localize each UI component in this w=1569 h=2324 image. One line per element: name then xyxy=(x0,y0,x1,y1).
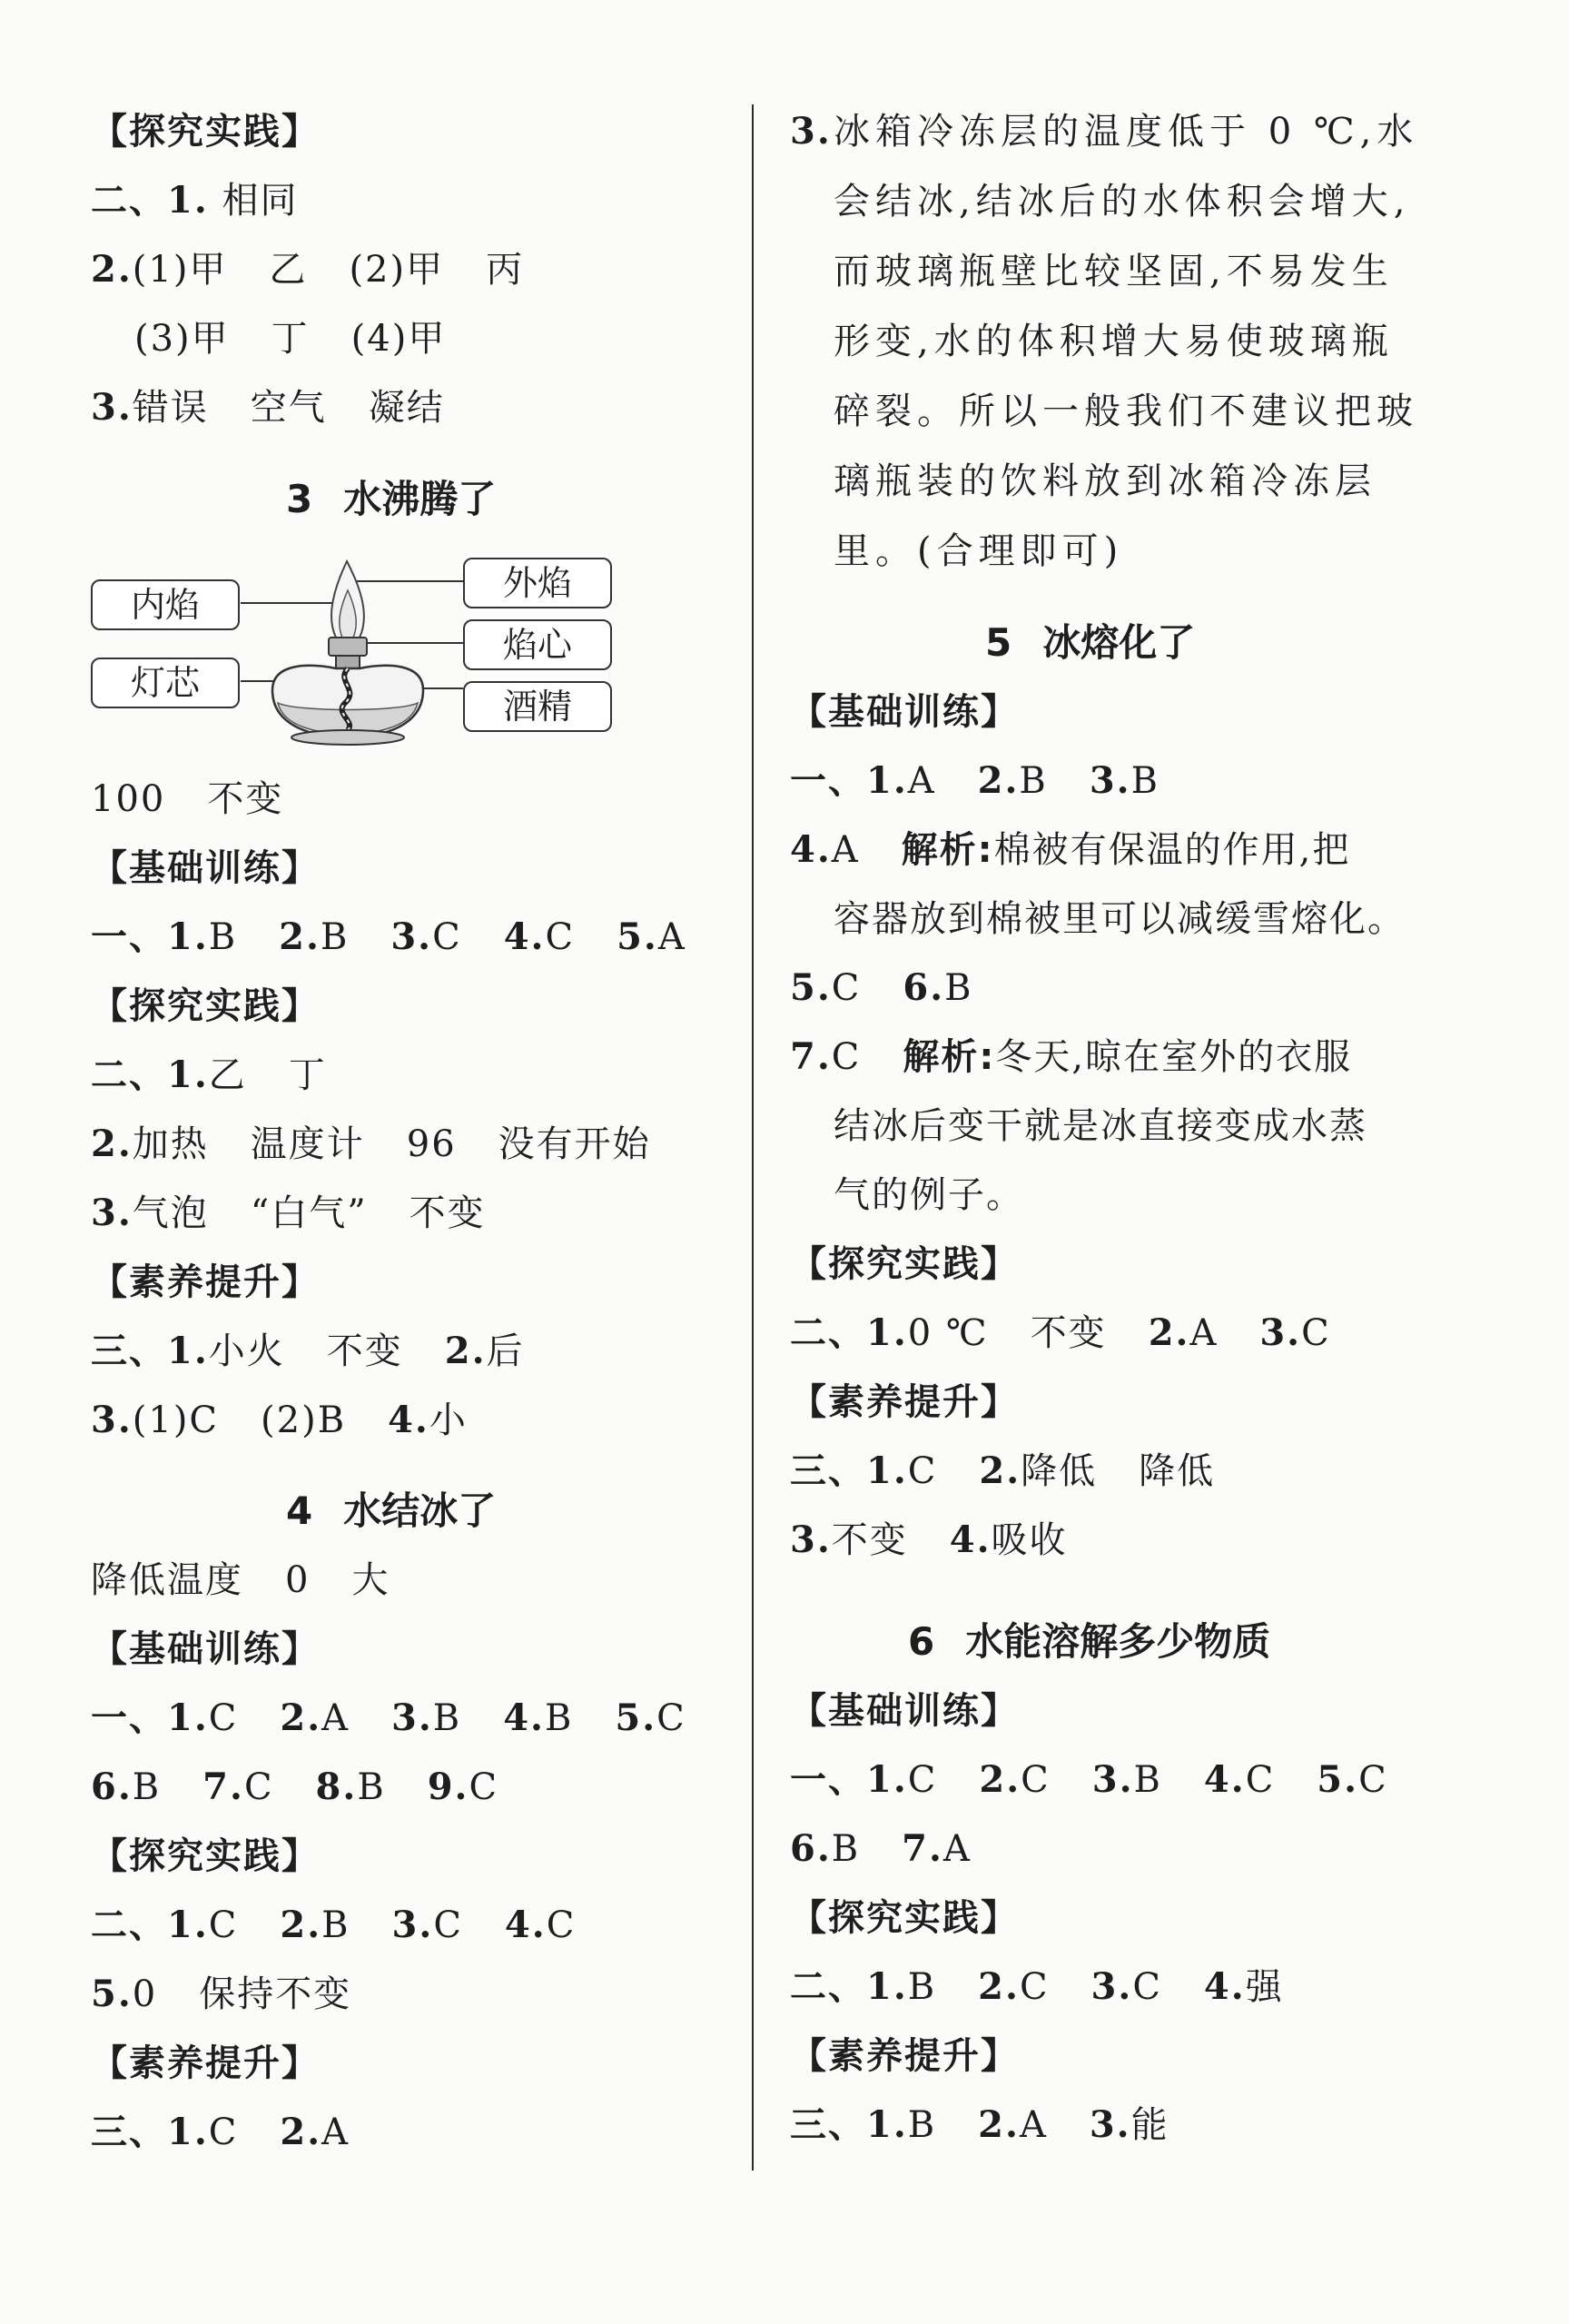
label-inner-flame: 内焰 xyxy=(91,579,240,630)
section-suyang: 【素养提升】 xyxy=(91,1261,320,1303)
section-jichu: 【基础训练】 xyxy=(790,1690,1019,1732)
section-tanjiu: 【探究实践】 xyxy=(91,985,320,1027)
answer-line: 一、1.C 2.C 3.B 4.C 5.C xyxy=(790,1758,1388,1801)
section-tanjiu: 【探究实践】 xyxy=(91,1835,320,1877)
answer-line: 二、1.0 ℃ 不变 2.A 3.C xyxy=(790,1311,1331,1354)
answer-line: 3.错误 空气 凝结 xyxy=(91,386,445,429)
answer-line: 三、1.C 2.降低 降低 xyxy=(790,1449,1216,1492)
alcohol-lamp-diagram xyxy=(91,536,617,754)
answer-line: 100 不变 xyxy=(91,778,284,820)
answer-line: 4.A 解析:棉被有保温的作用,把 xyxy=(790,828,1351,871)
label-outer-flame: 外焰 xyxy=(463,558,612,608)
section-jichu: 【基础训练】 xyxy=(91,1628,320,1670)
answer-line: 5.C 6.B xyxy=(790,966,973,1009)
chapter-heading: 4 水结冰了 xyxy=(286,1488,497,1533)
answer-line: 三、1.B 2.A 3.能 xyxy=(790,2103,1169,2146)
section-jichu: 【基础训练】 xyxy=(790,691,1019,733)
answer-paragraph: 冰箱冷冻层的温度低于 0 ℃,水 会结冰,结冰后的水体积会增大, 而玻璃瓶壁比较坚固,不易发生 形变,水的体积增大易使玻璃瓶 碎裂。所以一般我们不建议把玻 璃瓶装的饮料放到冰箱冷冻层 里。(合理即可) xyxy=(834,111,1419,572)
chapter-heading: 5 冰熔化了 xyxy=(985,620,1196,665)
answer-line: 容器放到棉被里可以减缓雪熔化。 xyxy=(834,898,1406,940)
label-alcohol: 酒精 xyxy=(463,681,612,732)
answer-line: 降低温度 0 大 xyxy=(91,1559,390,1601)
answer-line: 7.C 解析:冬天,晾在室外的衣服 xyxy=(790,1035,1353,1078)
label-flame-core: 焰心 xyxy=(463,619,612,670)
section-tanjiu: 【探究实践】 xyxy=(790,1897,1019,1939)
answer-line: 二、1.B 2.C 3.C 4.强 xyxy=(790,1965,1284,2008)
section-tanjiu: 【探究实践】 xyxy=(790,1243,1019,1285)
answer-line: 6.B 7.C 8.B 9.C xyxy=(91,1765,499,1808)
answer-line: 5.0 保持不变 xyxy=(91,1973,352,2015)
answer-line: 一、1.B 2.B 3.C 4.C 5.A xyxy=(91,915,686,958)
answer-line: 3.不变 4.吸收 xyxy=(790,1518,1068,1561)
answer-line: 三、1.C 2.A xyxy=(91,2111,350,2153)
answer-line: 3.气泡 “白气” 不变 xyxy=(91,1192,486,1234)
answer-line: 二、1.乙 丁 xyxy=(91,1053,327,1096)
answer-line: 二、1.C 2.B 3.C 4.C xyxy=(91,1904,577,1946)
section-suyang: 【素养提升】 xyxy=(91,2042,320,2084)
item-number: 3. xyxy=(790,110,832,153)
chapter-heading: 3 水沸腾了 xyxy=(286,477,497,521)
answer-line: 一、1.C 2.A 3.B 4.B 5.C xyxy=(91,1696,686,1739)
answer-line: 2.加热 温度计 96 没有开始 xyxy=(91,1122,651,1165)
column-divider xyxy=(752,104,754,2171)
label-wick: 灯芯 xyxy=(91,658,240,708)
section-suyang: 【素养提升】 xyxy=(790,1381,1019,1423)
answer-line: 气的例子。 xyxy=(834,1174,1024,1216)
section-suyang: 【素养提升】 xyxy=(790,2035,1019,2077)
answer-line: (3)甲 丁 (4)甲 xyxy=(134,318,447,360)
section-jichu: 【基础训练】 xyxy=(91,847,320,889)
section-tanjiu: 【探究实践】 xyxy=(91,111,320,153)
answer-line: 一、1.A 2.B 3.B xyxy=(790,759,1159,802)
answer-line: 3.(1)C (2)B 4.小 xyxy=(91,1399,468,1441)
answer-line: 结冰后变干就是冰直接变成水蒸 xyxy=(834,1105,1367,1147)
answer-line: 三、1.小火 不变 2.后 xyxy=(91,1330,525,1372)
answer-line: 6.B 7.A xyxy=(790,1827,972,1870)
chapter-heading: 6 水能溶解多少物质 xyxy=(908,1619,1271,1664)
answer-line: 二、1. 相同 xyxy=(91,179,299,222)
answer-line: 2.(1)甲 乙 (2)甲 丙 xyxy=(91,248,525,291)
